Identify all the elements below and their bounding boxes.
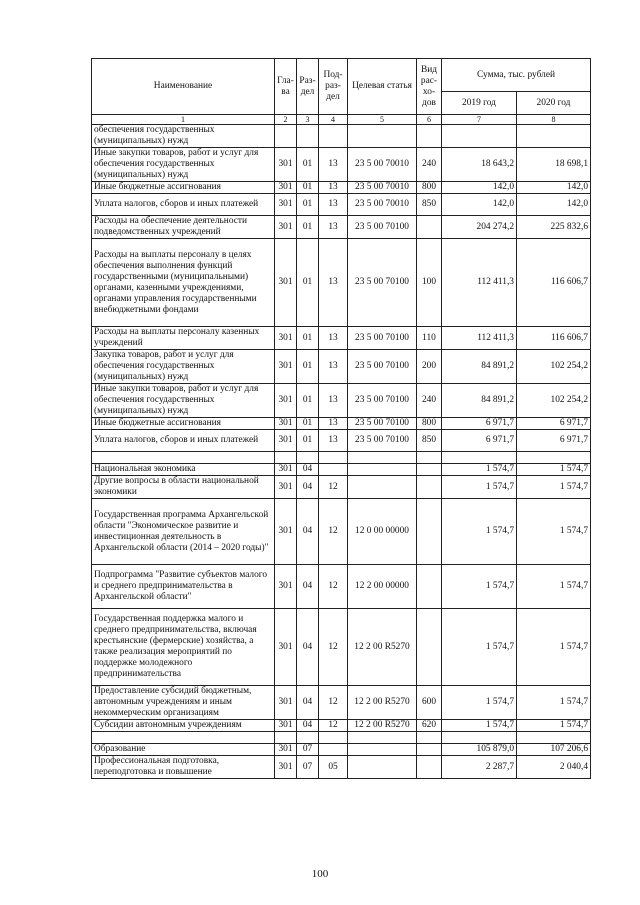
row-sum-2020: 116 606,7: [517, 327, 591, 350]
col-number: 7: [442, 115, 517, 125]
row-sum-2020: 6 971,7: [517, 430, 591, 452]
row-sum-2020: 225 832,6: [517, 216, 591, 239]
row-target: 23 5 00 70100: [348, 350, 417, 384]
row-sum-2019: 112 411,3: [442, 239, 517, 327]
row-target: [348, 732, 417, 744]
row-vid: 850: [417, 194, 442, 216]
row-vid: 100: [417, 239, 442, 327]
row-glava: 301: [275, 418, 297, 430]
row-razdel: 01: [297, 384, 319, 418]
row-razdel: 01: [297, 148, 319, 182]
row-podrazdel: 13: [319, 216, 348, 239]
row-razdel: 01: [297, 216, 319, 239]
row-glava: 301: [275, 744, 297, 756]
row-name: Уплата налогов, сборов и иных платежей: [92, 430, 275, 452]
row-sum-2019: 18 643,2: [442, 148, 517, 182]
row-target: [348, 452, 417, 464]
header-sum: Сумма, тыс. рублей: [442, 59, 591, 92]
row-razdel: 04: [297, 464, 319, 476]
row-vid: 800: [417, 182, 442, 194]
header-vid: Вид рас-хо-дов: [417, 59, 442, 115]
row-razdel: [297, 125, 319, 148]
row-podrazdel: 05: [319, 756, 348, 779]
row-name: Подпрограмма "Развитие субъектов малого и среднего предпринимательства в Архангельской области": [92, 565, 275, 609]
table-row: [92, 499, 591, 565]
row-glava: 301: [275, 239, 297, 327]
table-row: [92, 384, 591, 418]
col-number: 8: [517, 115, 591, 125]
row-glava: 301: [275, 565, 297, 609]
row-glava: 301: [275, 499, 297, 565]
row-vid: [417, 565, 442, 609]
row-name: Иные закупки товаров, работ и услуг для обеспечения государственных (муниципальных) нужд: [92, 384, 275, 418]
row-vid: 620: [417, 720, 442, 732]
row-vid: [417, 756, 442, 779]
row-glava: 301: [275, 430, 297, 452]
row-target: 12 2 00 R5270: [348, 720, 417, 732]
row-sum-2019: 1 574,7: [442, 720, 517, 732]
row-target: 12 2 00 R5270: [348, 609, 417, 686]
row-podrazdel: [319, 464, 348, 476]
row-target: 23 5 00 70100: [348, 418, 417, 430]
row-glava: 301: [275, 464, 297, 476]
row-glava: 301: [275, 609, 297, 686]
page-number: 100: [311, 868, 329, 880]
row-glava: 301: [275, 720, 297, 732]
row-sum-2020: 102 254,2: [517, 384, 591, 418]
row-target: 23 5 00 70100: [348, 216, 417, 239]
table-row: [92, 720, 591, 732]
table-row: [92, 350, 591, 384]
row-sum-2020: 1 574,7: [517, 565, 591, 609]
table-row: [92, 476, 591, 499]
row-sum-2020: 1 574,7: [517, 686, 591, 720]
row-razdel: 04: [297, 565, 319, 609]
table-row: [92, 125, 591, 148]
row-podrazdel: 12: [319, 686, 348, 720]
row-vid: [417, 499, 442, 565]
row-podrazdel: 13: [319, 327, 348, 350]
header-year-2020: 2020 год: [517, 92, 591, 115]
row-podrazdel: [319, 125, 348, 148]
row-target: [348, 756, 417, 779]
row-sum-2020: 107 206,6: [517, 744, 591, 756]
row-name: Предоставление субсидий бюджетным, автономным учреждениям и иным некоммерческим организациям: [92, 686, 275, 720]
row-vid: [417, 216, 442, 239]
row-name: Закупка товаров, работ и услуг для обеспечения государственных (муниципальных) нужд: [92, 350, 275, 384]
row-target: 23 5 00 70100: [348, 430, 417, 452]
row-sum-2020: [517, 732, 591, 744]
row-podrazdel: 13: [319, 148, 348, 182]
row-name: Образование: [92, 744, 275, 756]
header-glava: Гла-ва: [275, 59, 297, 115]
table-row: [92, 327, 591, 350]
table-row: [92, 182, 591, 194]
row-glava: 301: [275, 686, 297, 720]
row-target: 23 5 00 70100: [348, 384, 417, 418]
row-razdel: [297, 452, 319, 464]
row-glava: 301: [275, 756, 297, 779]
row-glava: [275, 452, 297, 464]
col-number: 1: [92, 115, 275, 125]
row-target: 23 5 00 70010: [348, 182, 417, 194]
row-sum-2019: 142,0: [442, 182, 517, 194]
row-sum-2019: 204 274,2: [442, 216, 517, 239]
row-glava: [275, 125, 297, 148]
table-row: [92, 216, 591, 239]
row-name: [92, 732, 275, 744]
row-sum-2019: [442, 732, 517, 744]
col-number: 2: [275, 115, 297, 125]
row-target: 23 5 00 70010: [348, 148, 417, 182]
row-target: 12 2 00 R5270: [348, 686, 417, 720]
row-target: 23 5 00 70100: [348, 327, 417, 350]
row-name: Расходы на выплаты персоналу в целях обеспечения выполнения функций государственными (муниципальными) органами, казенными учреждениями, органами управления государственными внебюджетными фондами: [92, 239, 275, 327]
row-vid: 240: [417, 384, 442, 418]
row-glava: [275, 732, 297, 744]
row-podrazdel: 12: [319, 499, 348, 565]
row-vid: [417, 125, 442, 148]
row-vid: 600: [417, 686, 442, 720]
row-vid: [417, 609, 442, 686]
row-podrazdel: 13: [319, 430, 348, 452]
row-target: [348, 744, 417, 756]
row-podrazdel: [319, 744, 348, 756]
row-vid: [417, 732, 442, 744]
header-target: Целевая статья: [348, 59, 417, 115]
budget-table: [91, 58, 591, 779]
col-number: 6: [417, 115, 442, 125]
row-sum-2019: 1 574,7: [442, 476, 517, 499]
table-row: [92, 430, 591, 452]
row-sum-2019: 142,0: [442, 194, 517, 216]
row-name: Расходы на выплаты персоналу казенных учреждений: [92, 327, 275, 350]
row-sum-2019: 84 891,2: [442, 350, 517, 384]
table-row: [92, 194, 591, 216]
row-sum-2020: 142,0: [517, 182, 591, 194]
row-sum-2019: 6 971,7: [442, 430, 517, 452]
row-sum-2020: [517, 452, 591, 464]
row-sum-2019: 2 287,7: [442, 756, 517, 779]
row-razdel: [297, 732, 319, 744]
row-sum-2019: [442, 452, 517, 464]
row-name: Государственная поддержка малого и среднего предпринимательства, включая крестьянские (фермерские) хозяйства, а также реализация мероприятий по поддержке молодежного предпринимательства: [92, 609, 275, 686]
row-glava: 301: [275, 216, 297, 239]
row-name: обеспечения государственных (муниципальных) нужд: [92, 125, 275, 148]
row-name: Профессиональная подготовка, переподготовка и повышение: [92, 756, 275, 779]
row-name: Уплата налогов, сборов и иных платежей: [92, 194, 275, 216]
budget-table-container: [91, 58, 590, 779]
row-glava: 301: [275, 182, 297, 194]
col-number: 5: [348, 115, 417, 125]
table-row: [92, 744, 591, 756]
row-sum-2020: 1 574,7: [517, 476, 591, 499]
row-razdel: 01: [297, 182, 319, 194]
row-podrazdel: 13: [319, 194, 348, 216]
table-row: [92, 452, 591, 464]
row-sum-2019: 1 574,7: [442, 464, 517, 476]
row-podrazdel: 13: [319, 239, 348, 327]
row-glava: 301: [275, 350, 297, 384]
row-sum-2019: 6 971,7: [442, 418, 517, 430]
row-podrazdel: 12: [319, 476, 348, 499]
table-row: [92, 418, 591, 430]
row-razdel: 01: [297, 350, 319, 384]
row-razdel: 04: [297, 476, 319, 499]
row-target: [348, 125, 417, 148]
row-sum-2019: 1 574,7: [442, 609, 517, 686]
row-target: 23 5 00 70010: [348, 194, 417, 216]
column-number-row: [92, 115, 591, 125]
table-row: [92, 732, 591, 744]
header-podrazdel: Под-раз-дел: [319, 59, 348, 115]
row-name: Иные бюджетные ассигнования: [92, 418, 275, 430]
row-vid: 240: [417, 148, 442, 182]
row-razdel: 04: [297, 720, 319, 732]
row-razdel: 01: [297, 327, 319, 350]
row-podrazdel: 12: [319, 609, 348, 686]
row-target: 12 0 00 00000: [348, 499, 417, 565]
row-razdel: 01: [297, 239, 319, 327]
row-podrazdel: [319, 732, 348, 744]
row-podrazdel: 13: [319, 384, 348, 418]
table-row: [92, 565, 591, 609]
row-razdel: 04: [297, 609, 319, 686]
row-name: Субсидии автономным учреждениям: [92, 720, 275, 732]
row-sum-2019: 105 879,0: [442, 744, 517, 756]
row-glava: 301: [275, 384, 297, 418]
row-vid: [417, 452, 442, 464]
row-glava: 301: [275, 148, 297, 182]
row-vid: [417, 744, 442, 756]
row-sum-2020: 142,0: [517, 194, 591, 216]
row-sum-2019: 1 574,7: [442, 565, 517, 609]
row-sum-2020: 102 254,2: [517, 350, 591, 384]
row-vid: 850: [417, 430, 442, 452]
table-row: [92, 148, 591, 182]
row-sum-2020: 1 574,7: [517, 609, 591, 686]
row-vid: 110: [417, 327, 442, 350]
row-sum-2020: [517, 125, 591, 148]
table-row: [92, 609, 591, 686]
row-sum-2020: 18 698,1: [517, 148, 591, 182]
row-vid: 800: [417, 418, 442, 430]
row-sum-2019: 84 891,2: [442, 384, 517, 418]
row-podrazdel: 13: [319, 418, 348, 430]
row-sum-2020: 1 574,7: [517, 720, 591, 732]
row-sum-2019: 1 574,7: [442, 686, 517, 720]
table-row: [92, 686, 591, 720]
row-podrazdel: 12: [319, 720, 348, 732]
row-name: Национальная экономика: [92, 464, 275, 476]
row-target: 12 2 00 00000: [348, 565, 417, 609]
row-name: Расходы на обеспечение деятельности подведомственных учреждений: [92, 216, 275, 239]
col-number: 3: [297, 115, 319, 125]
row-vid: [417, 464, 442, 476]
col-number: 4: [319, 115, 348, 125]
row-sum-2019: [442, 125, 517, 148]
row-sum-2020: 1 574,7: [517, 464, 591, 476]
row-target: [348, 464, 417, 476]
row-sum-2020: 2 040,4: [517, 756, 591, 779]
row-vid: [417, 476, 442, 499]
row-razdel: 07: [297, 756, 319, 779]
row-target: [348, 476, 417, 499]
row-podrazdel: 13: [319, 182, 348, 194]
row-target: 23 5 00 70100: [348, 239, 417, 327]
row-sum-2020: 1 574,7: [517, 499, 591, 565]
row-razdel: 01: [297, 194, 319, 216]
header-name: Наименование: [92, 59, 275, 115]
row-sum-2019: 1 574,7: [442, 499, 517, 565]
header-razdel: Раз-дел: [297, 59, 319, 115]
row-name: [92, 452, 275, 464]
row-razdel: 04: [297, 499, 319, 565]
row-sum-2019: 112 411,3: [442, 327, 517, 350]
row-name: Государственная программа Архангельской области "Экономическое развитие и инвестиционная деятельность в Архангельской области (2014 – 2020 годы)": [92, 499, 275, 565]
row-name: Иные закупки товаров, работ и услуг для обеспечения государственных (муниципальных) нужд: [92, 148, 275, 182]
row-razdel: 01: [297, 430, 319, 452]
row-podrazdel: [319, 452, 348, 464]
table-row: [92, 756, 591, 779]
row-glava: 301: [275, 194, 297, 216]
table-row: [92, 464, 591, 476]
row-razdel: 07: [297, 744, 319, 756]
row-name: Иные бюджетные ассигнования: [92, 182, 275, 194]
header-year-2019: 2019 год: [442, 92, 517, 115]
row-glava: 301: [275, 327, 297, 350]
row-razdel: 01: [297, 418, 319, 430]
row-glava: 301: [275, 476, 297, 499]
row-sum-2020: 116 606,7: [517, 239, 591, 327]
table-row: [92, 239, 591, 327]
row-vid: 200: [417, 350, 442, 384]
row-podrazdel: 12: [319, 565, 348, 609]
row-razdel: 04: [297, 686, 319, 720]
row-sum-2020: 6 971,7: [517, 418, 591, 430]
row-name: Другие вопросы в области национальной экономики: [92, 476, 275, 499]
row-podrazdel: 13: [319, 350, 348, 384]
